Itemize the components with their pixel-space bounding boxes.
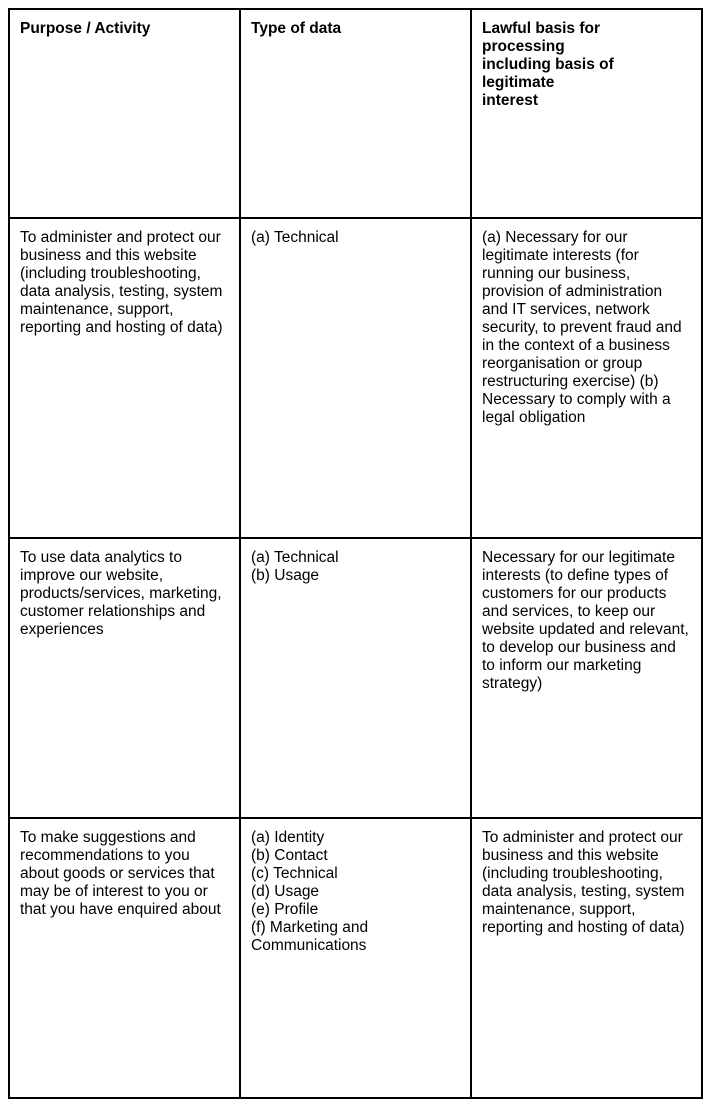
cell-lawful-basis: Necessary for our legitimate interests (to define types of customers for our products and services, to keep our website updated and relevant, to develop our business and to inform our marketing strategy) (471, 538, 702, 818)
cell-lawful-basis: (a) Necessary for our legitimate interests (for running our business, provision of administration and IT services, network security, to prevent fraud and in the context of a business reorganisation or group restructuring exercise) (b) Necessary to comply with a legal obligation (471, 218, 702, 538)
cell-purpose: To make suggestions and recommendations to you about goods or services that may be of interest to you or that you have enquired about (9, 818, 240, 1098)
cell-purpose: To use data analytics to improve our website, products/services, marketing, customer relationships and experiences (9, 538, 240, 818)
table-header-row (9, 9, 702, 218)
lawful-basis-table (8, 8, 703, 1099)
header-type-of-data: Type of data (240, 9, 471, 218)
cell-lawful-basis: To administer and protect our business and this website (including troubleshooting, data analysis, testing, system maintenance, support, reporting and hosting of data) (471, 818, 702, 1098)
table-row (9, 538, 702, 818)
cell-purpose: To administer and protect our business and this website (including troubleshooting, data analysis, testing, system maintenance, support, reporting and hosting of data) (9, 218, 240, 538)
table-row (9, 218, 702, 538)
cell-type-of-data: (a) Identity (b) Contact (c) Technical (d) Usage (e) Profile (f) Marketing and Communications (240, 818, 471, 1098)
table-row (9, 818, 702, 1098)
header-lawful-basis: Lawful basis for processing including basis of legitimate interest (471, 9, 702, 218)
header-purpose-activity: Purpose / Activity (9, 9, 240, 218)
cell-type-of-data: (a) Technical (b) Usage (240, 538, 471, 818)
cell-type-of-data: (a) Technical (240, 218, 471, 538)
